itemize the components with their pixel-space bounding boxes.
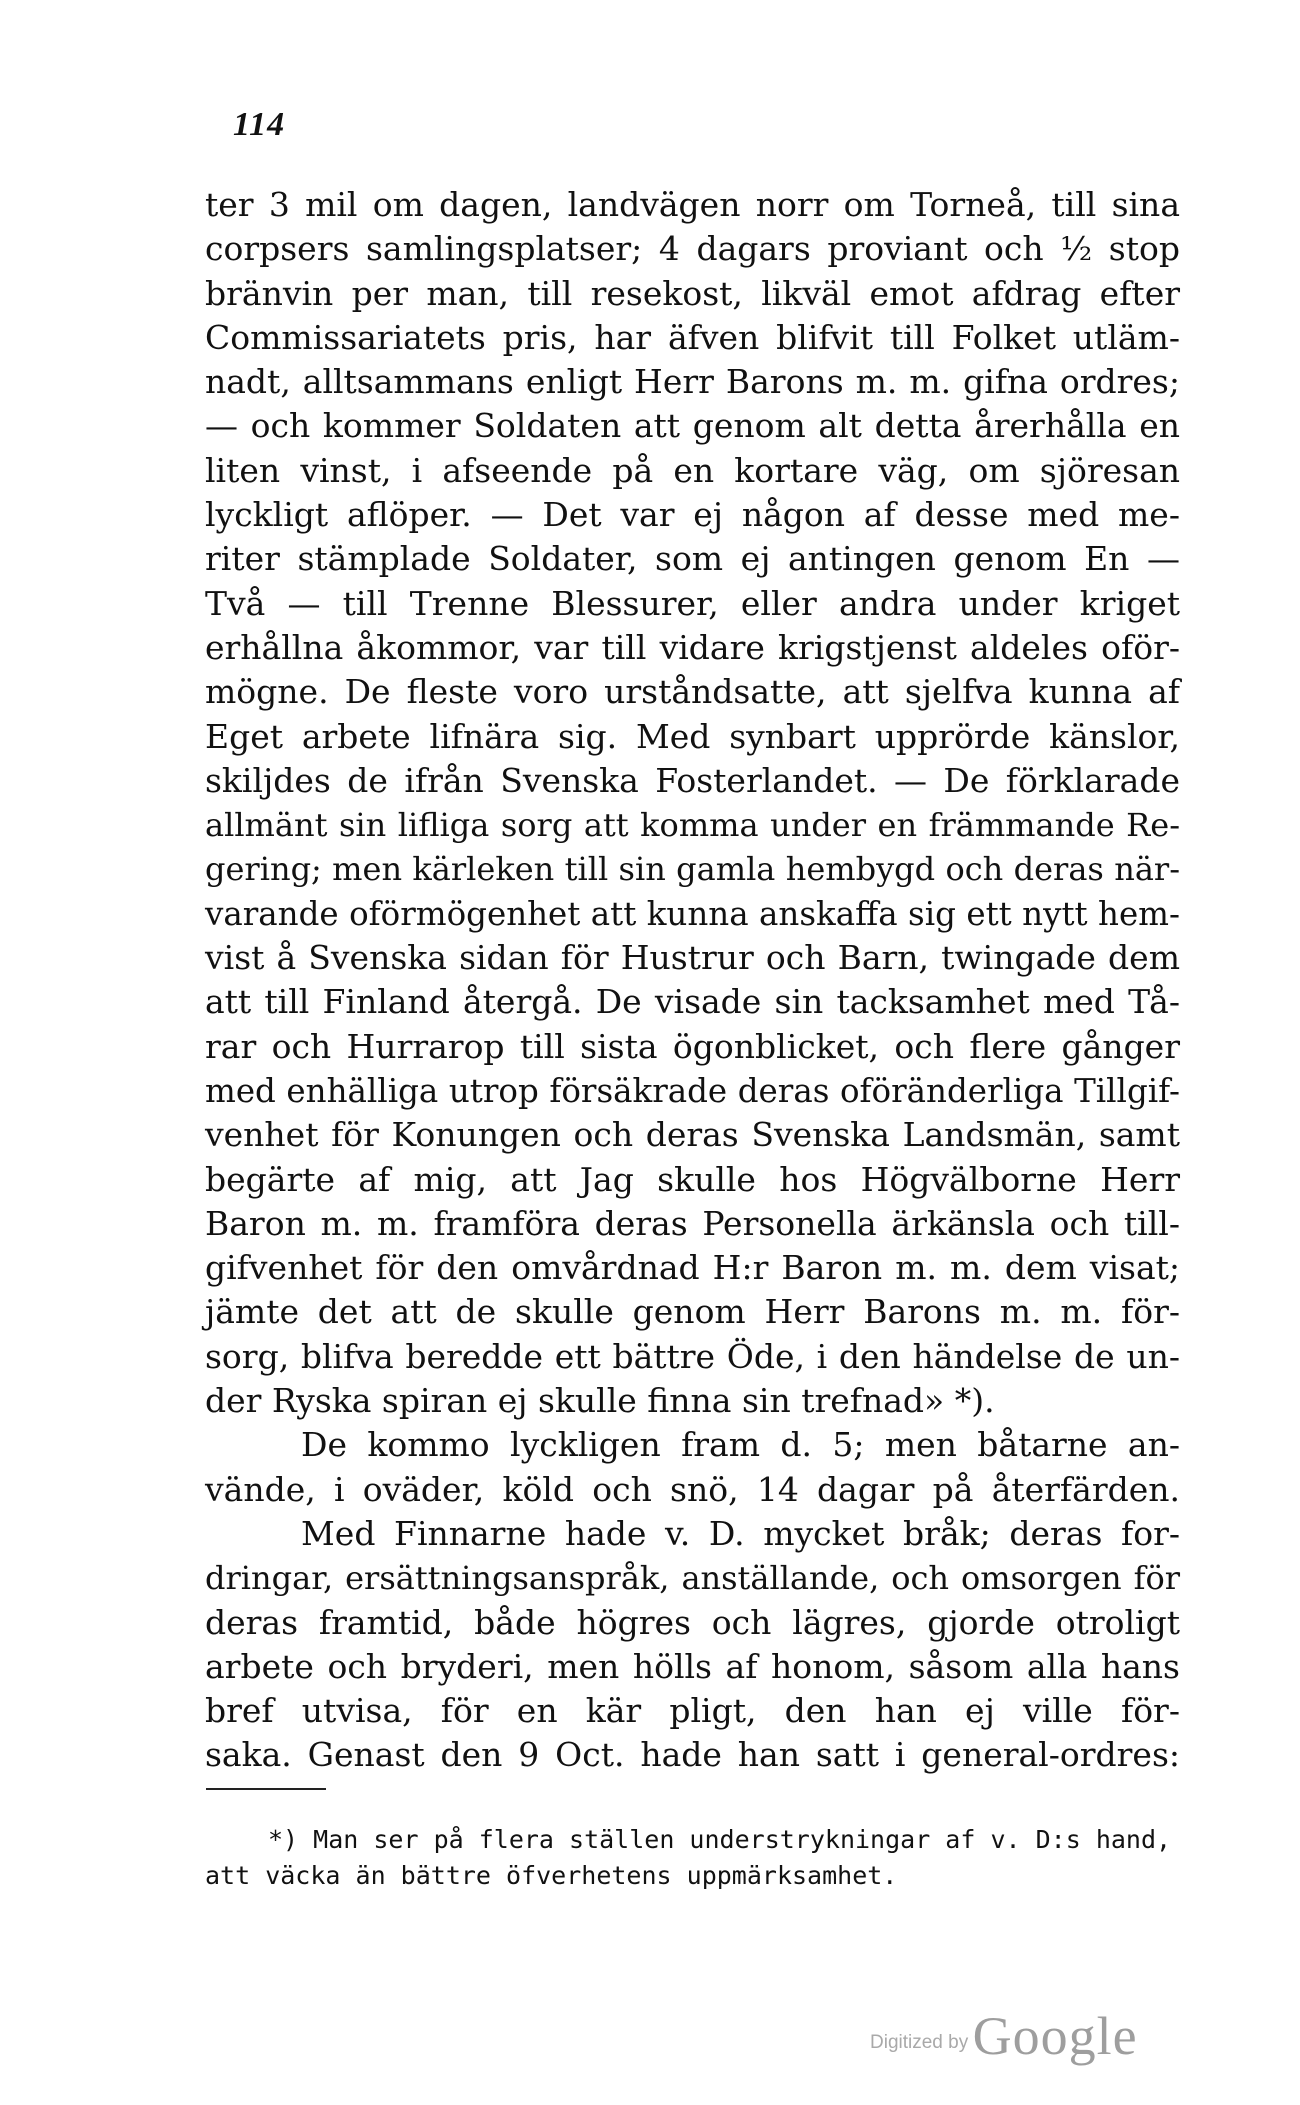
text-line: riter stämplade Soldater, som ej antingen genom En —	[205, 539, 1180, 579]
text-line: Med Finnarne hade v. D. mycket bråk; deras for-	[301, 1513, 1180, 1553]
text-line: erhållna åkommor, var till vidare krigstjenst aldeles oför-	[205, 627, 1180, 667]
google-logo: Google	[972, 2006, 1138, 2066]
footnote-line: att väcka än bättre öfverhetens uppmärksamhet.	[205, 1861, 898, 1890]
body-text	[205, 183, 1180, 1778]
text-line: nadt, alltsammans enligt Herr Barons m. m. gifna ordres;	[205, 362, 1180, 402]
text-line: saka. Genast den 9 Oct. hade han satt i general-ordres:	[205, 1735, 1180, 1775]
text-line: sorg, blifva beredde ett bättre Öde, i den händelse de un-	[205, 1336, 1180, 1376]
page-number: 114	[233, 106, 286, 143]
text-line: gifvenhet för den omvårdnad H:r Baron m. m. dem visat;	[205, 1248, 1180, 1288]
text-line: arbete och bryderi, men hölls af honom, såsom alla hans	[205, 1646, 1180, 1686]
text-line: vände, i oväder, köld och snö, 14 dagar på återfärden.	[205, 1469, 1180, 1509]
footnote-divider	[206, 1788, 326, 1790]
footnote	[205, 1822, 1180, 1894]
text-line: corpsers samlingsplatser; 4 dagars proviant och ½ stop	[205, 229, 1180, 269]
text-line: ter 3 mil om dagen, landvägen norr om Torneå, till sina	[205, 185, 1180, 224]
text-line: vist å Svenska sidan för Hustrur och Barn, twingade dem	[205, 938, 1180, 978]
text-line: gering; men kärleken till sin gamla hembygd och deras när-	[205, 850, 1180, 889]
digitized-watermark	[870, 2005, 1138, 2067]
text-line: der Ryska spiran ej skulle finna sin trefnad» *).	[205, 1381, 995, 1421]
text-line: venhet för Konungen och deras Svenska Landsmän, samt	[205, 1115, 1180, 1155]
text-line: varande oförmögenhet att kunna anskaffa sig ett nytt hem-	[205, 894, 1180, 933]
text-line: liten vinst, i afseende på en kortare väg, om sjöresan	[205, 450, 1180, 490]
watermark-prefix: Digitized by	[870, 2032, 969, 2053]
text-line: mögne. De fleste voro urståndsatte, att sjelfva kunna af	[205, 672, 1180, 712]
text-line: deras framtid, både högres och lägres, gjorde otroligt	[205, 1602, 1180, 1642]
text-line: bref utvisa, för en kär pligt, den han ej ville för-	[205, 1691, 1180, 1731]
text-line: De kommo lyckligen fram d. 5; men båtarne an-	[301, 1425, 1180, 1465]
text-line: allmänt sin lifliga sorg att komma under en främmande Re-	[205, 806, 1180, 845]
text-line: med enhälliga utrop försäkrade deras oföränderliga Tillgif-	[205, 1071, 1180, 1110]
text-line: bränvin per man, till resekost, likväl emot afdrag efter	[205, 273, 1180, 313]
text-line: — och kommer Soldaten att genom alt detta årerhålla en	[205, 406, 1180, 446]
text-line: jämte det att de skulle genom Herr Barons m. m. för-	[205, 1292, 1180, 1332]
text-line: Eget arbete lifnära sig. Med synbart upprörde känslor,	[205, 716, 1180, 756]
text-line: begärte af mig, att Jag skulle hos Högvälborne Herr	[205, 1159, 1180, 1199]
text-line: att till Finland återgå. De visade sin tacksamhet med Tå-	[205, 982, 1180, 1022]
text-line: rar och Hurrarop till sista ögonblicket, och flere gånger	[205, 1026, 1180, 1066]
text-line: dringar, ersättningsanspråk, anställande, och omsorgen för	[205, 1559, 1180, 1598]
text-line: lyckligt aflöper. — Det var ej någon af desse med me-	[205, 495, 1180, 535]
text-line: Baron m. m. framföra deras Personella ärkänsla och till-	[205, 1203, 1180, 1243]
text-line: Två — till Trenne Blessurer, eller andra under kriget	[205, 583, 1180, 623]
text-line: Commissariatets pris, har äfven blifvit till Folket utläm-	[205, 317, 1180, 357]
footnote-line: *) Man ser på flera ställen understrykningar af v. D:s hand,	[268, 1825, 1172, 1854]
text-line: skiljdes de ifrån Svenska Fosterlandet. — De förklarade	[205, 760, 1180, 800]
